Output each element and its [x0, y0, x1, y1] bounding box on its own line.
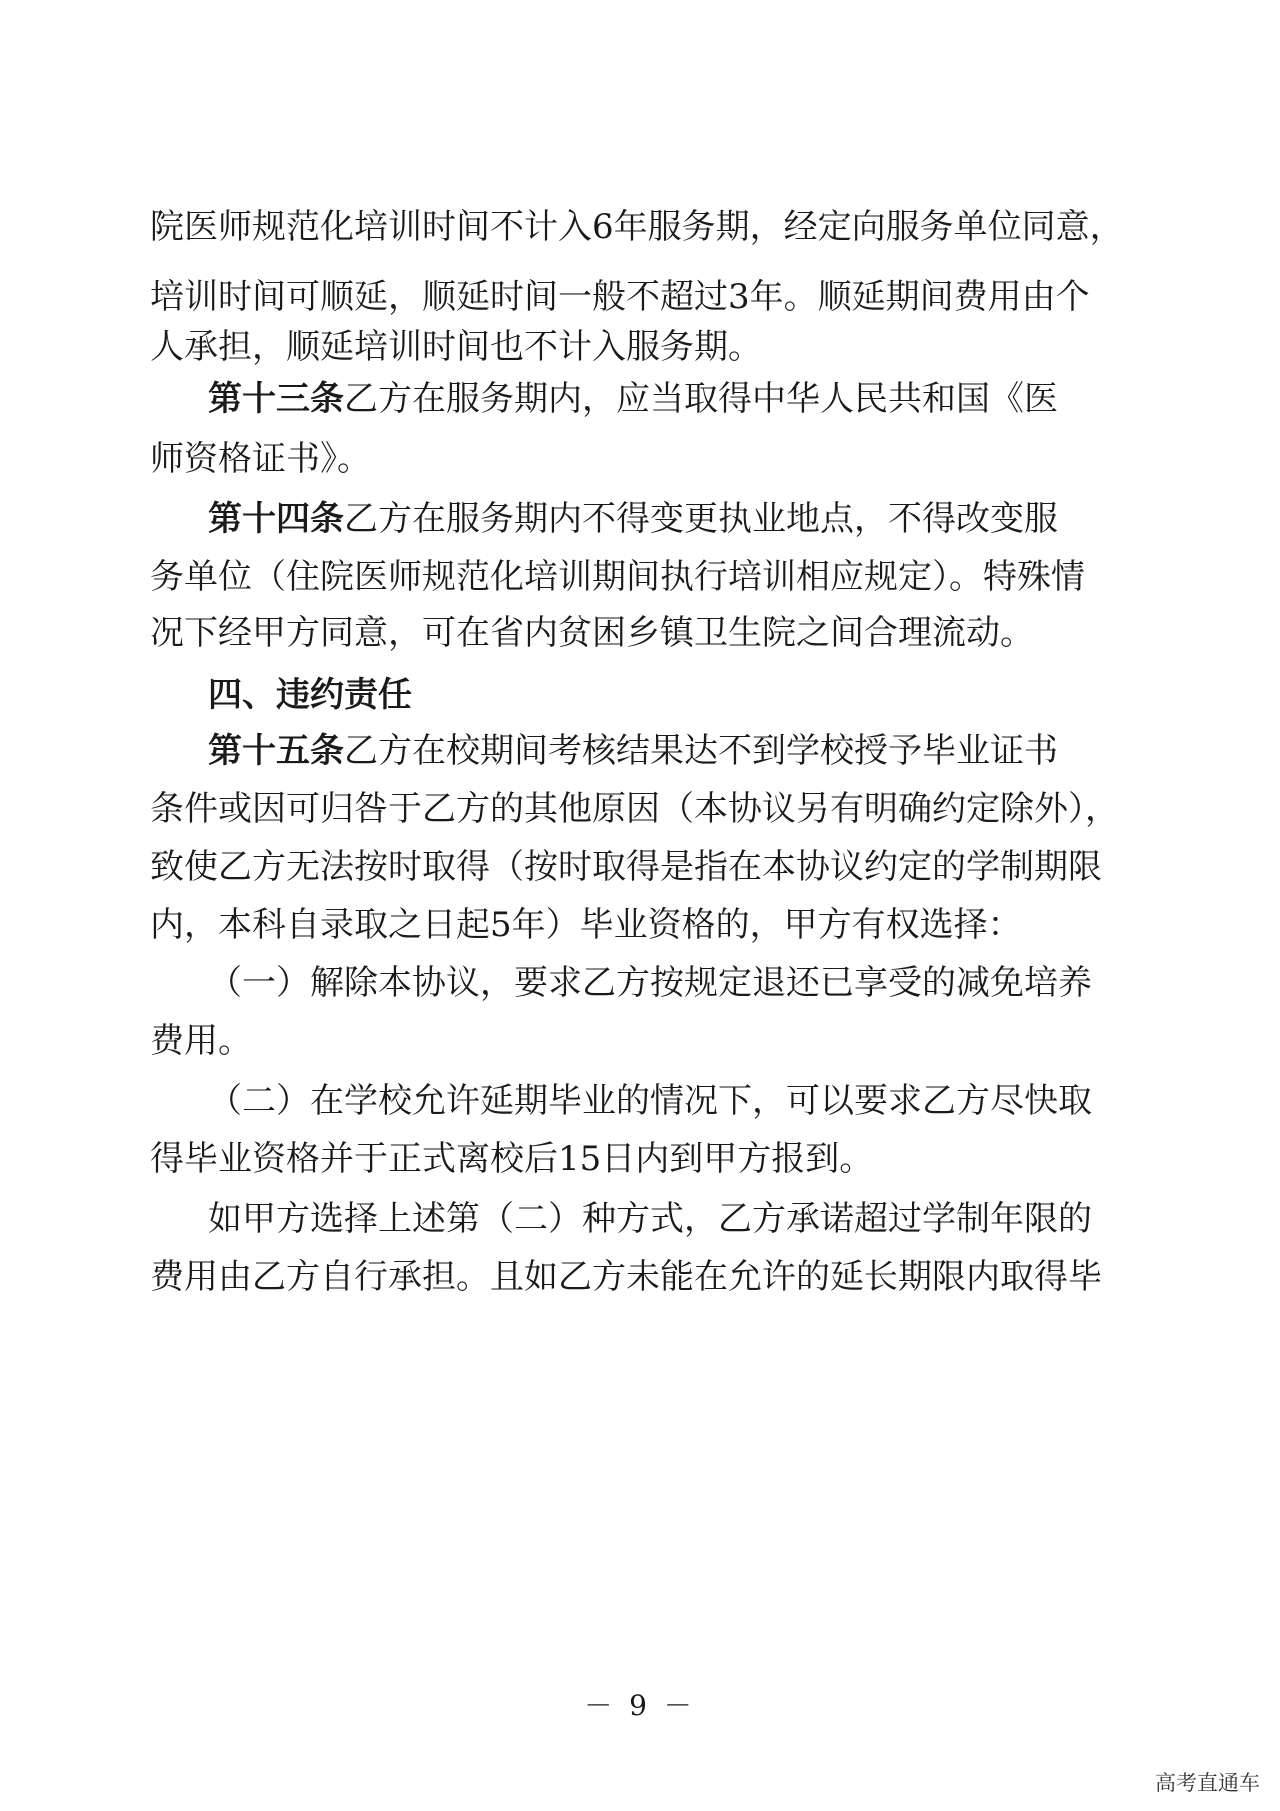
article-15-line-2: 条件或因可归咎于乙方的其他原因（本协议另有明确约定除外），: [150, 789, 1119, 829]
article-15-line-1: 第十五条 乙方在校期间考核结果达不到学校授予毕业证书: [0, 716, 1280, 786]
article-14-line-2: 务单位（住院医师规范化培训期间执行培训相应规定）。特殊情: [150, 557, 1085, 597]
article-13-label: 第十三条: [208, 379, 344, 419]
paragraph-line-1: 如甲方选择上述第（二）种方式，乙方承诺超过学制年限的: [208, 1199, 1092, 1239]
article-15-label: 第十五条: [208, 731, 344, 771]
option-2-line-2: 得毕业资格并于正式离校后15日内到甲方报到。: [150, 1139, 874, 1179]
article-14-label: 第十四条: [208, 499, 344, 539]
section-heading: 四、违约责任: [208, 675, 412, 715]
paragraph-line-2: 费用由乙方自行承担。且如乙方未能在允许的延长期限内取得毕: [150, 1257, 1102, 1297]
text-line-1: 院医师规范化培训时间不计入6年服务期，经定向服务单位同意，: [150, 207, 1124, 247]
article-14-line-3: 况下经甲方同意，可在省内贫困乡镇卫生院之间合理流动。: [150, 613, 1034, 653]
article-15-line-3: 致使乙方无法按时取得（按时取得是指在本协议约定的学制期限: [150, 847, 1102, 887]
text-line-2: 培训时间可顺延，顺延时间一般不超过3年。顺延期间费用由个: [150, 277, 1090, 317]
page-number: － 9 －: [584, 1689, 696, 1722]
article-13-line-1: 第十三条 乙方在服务期内，应当取得中华人民共和国《医: [0, 364, 1280, 434]
article-15-line-4: 内，本科自录取之日起5年）毕业资格的，甲方有权选择：: [150, 905, 1022, 945]
option-1-line-2: 费用。: [150, 1021, 252, 1061]
watermark: 高考直通车: [1155, 1771, 1260, 1795]
text-line-3: 人承担，顺延培训时间也不计入服务期。: [150, 327, 762, 367]
article-14-line-1: 第十四条 乙方在服务期内不得变更执业地点，不得改变服: [0, 484, 1280, 554]
article-13-line-2: 师资格证书》。: [150, 439, 371, 479]
option-2-line-1: （二）在学校允许延期毕业的情况下，可以要求乙方尽快取: [208, 1081, 1092, 1121]
option-1-line-1: （一）解除本协议，要求乙方按规定退还已享受的减免培养: [208, 963, 1092, 1003]
